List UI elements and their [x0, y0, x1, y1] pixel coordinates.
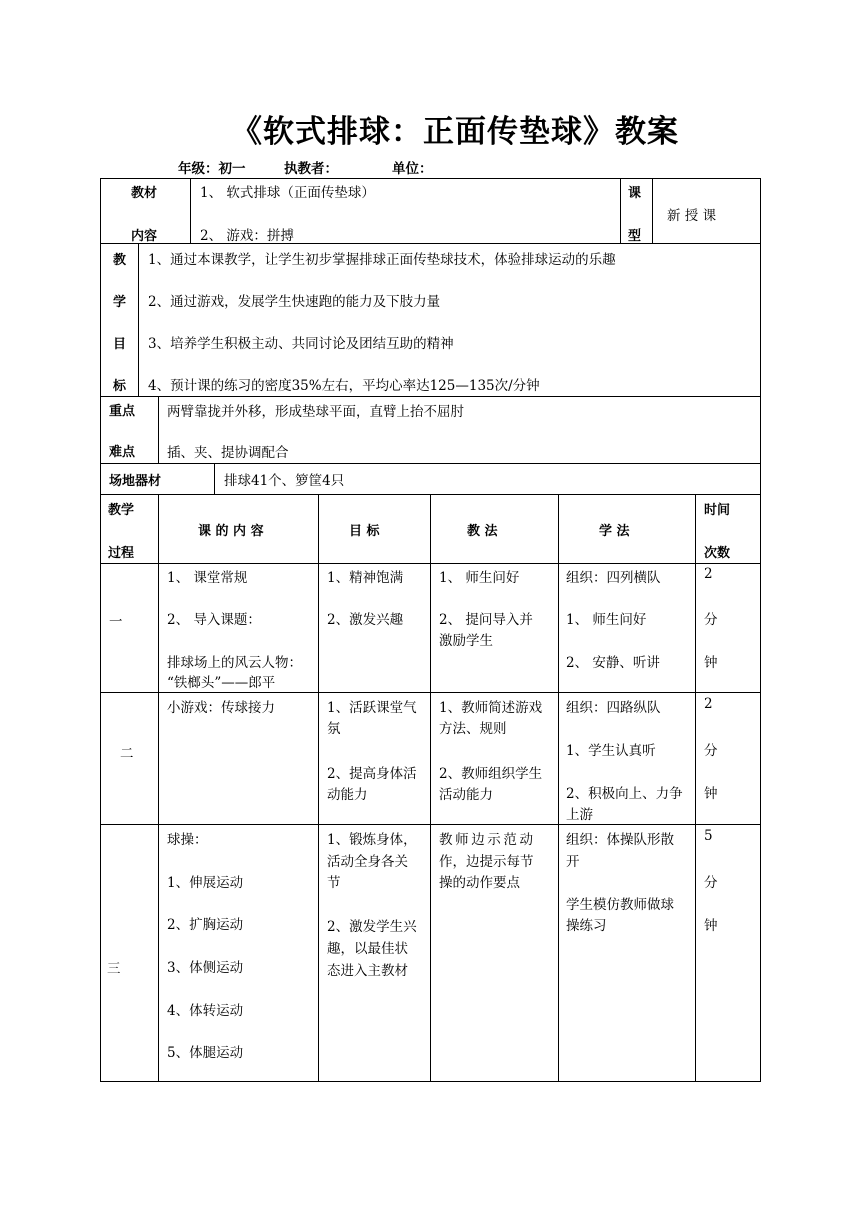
header-goal: 目 标 — [349, 524, 380, 539]
lesson-type-value: 新 授 课 — [667, 208, 717, 224]
teach-line: 激励学生 — [439, 633, 493, 649]
teach-line: 教师边示范动 — [439, 832, 536, 848]
key-point-text: 两臂靠拢并外移，形成垫球平面，直臂上抬不屈肘 — [167, 404, 464, 420]
time-line: 分 — [704, 743, 718, 759]
learn-line: 学生模仿教师做球 — [566, 897, 674, 913]
col-divider — [214, 463, 215, 494]
header-content: 课 的 内 容 — [198, 524, 264, 539]
col-divider — [558, 494, 559, 1082]
time-line: 钟 — [704, 786, 718, 802]
unit-label: 单位： — [392, 161, 433, 177]
learn-line: 1、学生认真听 — [566, 743, 656, 759]
key-point-label: 重点 — [109, 404, 136, 419]
content-line: “铁榔头”——郎平 — [167, 675, 276, 691]
time-line: 钟 — [704, 918, 718, 934]
step-label: 二 — [120, 746, 134, 762]
goal-line: 2、提高身体活 — [327, 766, 417, 782]
time-line: 分 — [704, 612, 718, 628]
lesson-type-label-top: 课 — [628, 186, 642, 201]
content-line: 1、 课堂常规 — [167, 570, 248, 586]
goal-line: 1、锻炼身体， — [327, 832, 417, 848]
header-process-top: 教学 — [108, 503, 135, 518]
goal-line: 2、激发兴趣 — [327, 612, 404, 628]
goal-line: 1、精神饱满 — [327, 570, 404, 586]
teach-line: 1、 师生问好 — [439, 570, 520, 586]
teach-line: 活动能力 — [439, 787, 493, 803]
teach-line: 作，边提示每节 — [439, 854, 534, 870]
teach-line: 2、教师组织学生 — [439, 766, 543, 782]
step-label: 三 — [107, 961, 121, 977]
content-line: 排球场上的风云人物： — [167, 655, 302, 671]
content-line: 5、体腿运动 — [167, 1045, 244, 1061]
header-process-bottom: 过程 — [108, 546, 135, 561]
goal-line: 活动全身各关 — [327, 854, 408, 870]
step-label: 一 — [109, 614, 123, 630]
goal-line: 趣，以最佳状 — [327, 941, 408, 957]
material-item: 1、 软式排球（正面传垫球） — [200, 185, 375, 201]
teach-line: 操的动作要点 — [439, 875, 520, 891]
learn-line: 组织：体操队形散 — [566, 832, 674, 848]
grade-label: 年级：初一 — [178, 161, 246, 177]
teach-line: 2、 提问导入并 — [439, 612, 533, 628]
material-label-bottom: 内容 — [131, 229, 158, 244]
objective-item: 2、通过游戏，发展学生快速跑的能力及下肢力量 — [148, 294, 441, 310]
content-line: 球操： — [167, 832, 208, 848]
header-time-bottom: 次数 — [704, 546, 731, 561]
lesson-type-label-bottom: 型 — [628, 229, 642, 244]
col-divider — [138, 243, 139, 396]
content-line: 4、体转运动 — [167, 1003, 244, 1019]
content-line: 2、 导入课题： — [167, 612, 261, 628]
goal-line: 节 — [327, 875, 341, 891]
col-divider — [318, 494, 319, 1082]
col-divider — [190, 178, 191, 243]
learn-line: 1、 师生问好 — [566, 612, 647, 628]
teacher-label: 执教者： — [284, 161, 338, 177]
header-time-top: 时间 — [704, 503, 731, 518]
page-title: 《软式排球：正面传垫球》教案 — [231, 114, 679, 150]
time-line: 5 — [704, 828, 713, 844]
teach-line: 方法、规则 — [439, 721, 507, 737]
content-line: 1、伸展运动 — [167, 875, 244, 891]
difficulty-label: 难点 — [109, 445, 136, 460]
col-divider — [652, 178, 653, 243]
content-line: 3、体侧运动 — [167, 960, 244, 976]
learn-line: 2、积极向上、力争 — [566, 786, 683, 802]
learn-line: 开 — [566, 854, 580, 870]
goal-line: 2、激发学生兴 — [327, 919, 417, 935]
time-line: 钟 — [704, 655, 718, 671]
learn-line: 2、 安静、听讲 — [566, 655, 660, 671]
header-learn: 学 法 — [599, 524, 630, 539]
teach-line: 1、教师简述游戏 — [439, 700, 543, 716]
goal-line: 动能力 — [327, 787, 368, 803]
venue-text: 排球41个、箩筐4只 — [224, 473, 345, 489]
col-divider — [158, 396, 159, 463]
objectives-label-char: 目 — [113, 337, 127, 352]
col-divider — [158, 494, 159, 1082]
header-teach: 教 法 — [467, 524, 498, 539]
content-line: 2、扩胸运动 — [167, 917, 244, 933]
time-line: 分 — [704, 875, 718, 891]
col-divider — [695, 494, 696, 1082]
learn-line: 组织：四路纵队 — [566, 700, 661, 716]
objectives-label-char: 学 — [113, 295, 127, 310]
objective-item: 4、预计课的练习的密度35%左右，平均心率达125—135次/分钟 — [148, 378, 540, 394]
material-label-top: 教材 — [131, 186, 158, 201]
difficulty-text: 插、夹、提协调配合 — [167, 445, 289, 461]
objective-item: 1、通过本课教学，让学生初步掌握排球正面传垫球技术，体验排球运动的乐趣 — [148, 252, 616, 268]
goal-line: 氛 — [327, 721, 341, 737]
time-line: 2 — [704, 696, 713, 712]
goal-line: 态进入主教材 — [327, 963, 408, 979]
venue-label: 场地器材 — [109, 474, 162, 489]
learn-line: 上游 — [566, 807, 593, 823]
objective-item: 3、培养学生积极主动、共同讨论及团结互助的精神 — [148, 336, 454, 352]
time-line: 2 — [704, 566, 713, 582]
row-divider — [100, 463, 761, 464]
goal-line: 1、活跃课堂气 — [327, 700, 417, 716]
learn-line: 组织：四列横队 — [566, 570, 661, 586]
learn-line: 操练习 — [566, 918, 607, 934]
col-divider — [430, 494, 431, 1082]
objectives-label-char: 教 — [113, 253, 127, 268]
row-divider — [100, 396, 761, 397]
content-line: 小游戏：传球接力 — [167, 700, 275, 716]
col-divider — [620, 178, 621, 243]
material-item: 2、 游戏：拼搏 — [200, 228, 294, 244]
objectives-label-char: 标 — [113, 379, 127, 394]
